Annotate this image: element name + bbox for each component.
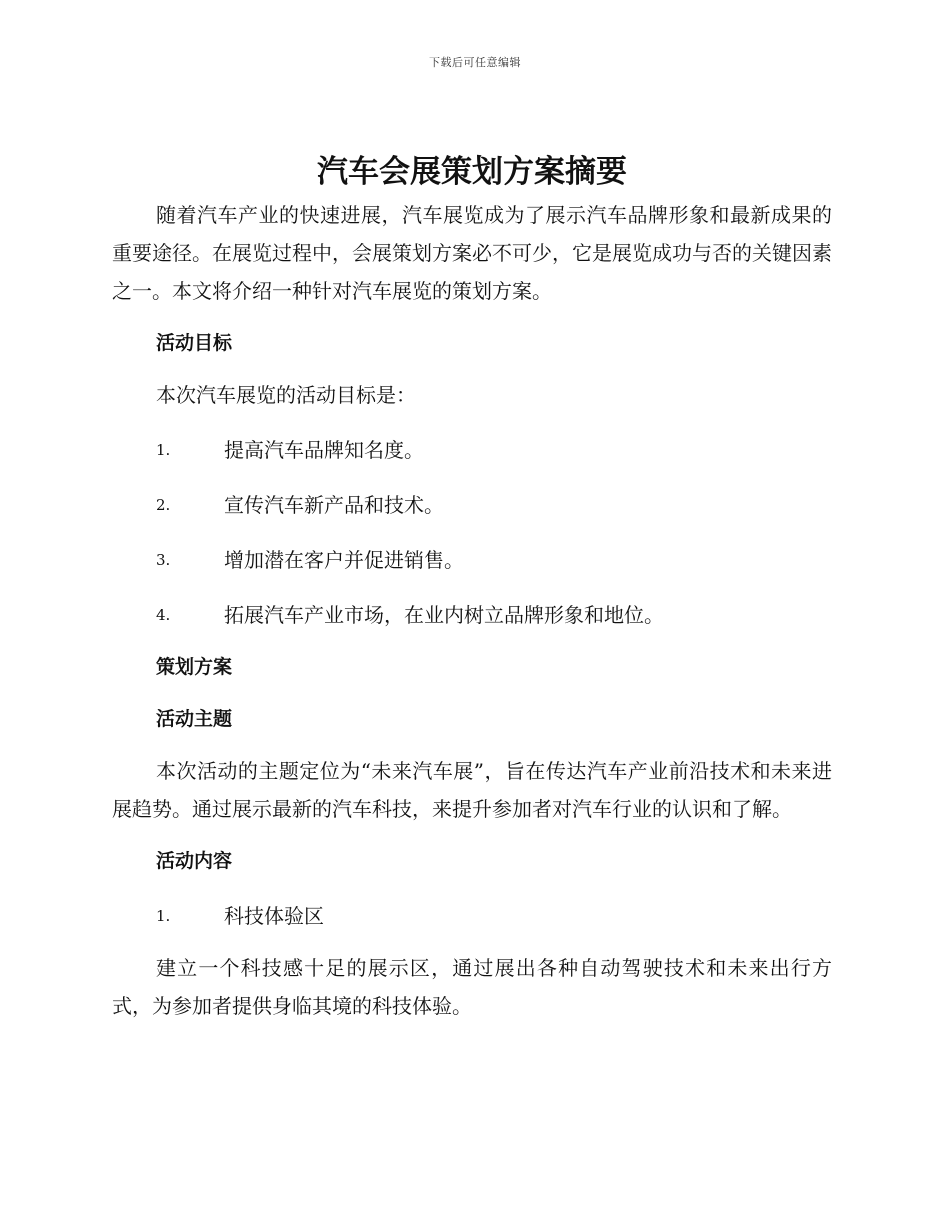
list-item <box>156 897 832 935</box>
heading-activity-theme: 活动主题 <box>156 708 233 730</box>
list-number: 2. <box>156 496 171 514</box>
list-item <box>156 431 832 469</box>
list-number: 1. <box>156 441 171 459</box>
content-paragraph: 建立一个科技感十足的展示区，通过展出各种自动驾驶技术和未来出行方式，为参加者提供身临其境的科技体验。 <box>112 956 832 1018</box>
goal-lead-paragraph: 本次汽车展览的活动目标是： <box>156 383 416 407</box>
page-header-note: 下载后可任意编辑 <box>429 56 521 69</box>
list-number: 4. <box>156 606 171 624</box>
list-text: 提高汽车品牌知名度。 <box>224 438 424 462</box>
list-number: 1. <box>156 907 171 925</box>
heading-planning-scheme: 策划方案 <box>156 656 233 678</box>
document-body <box>112 150 832 1025</box>
list-text: 增加潜在客户并促进销售。 <box>224 548 464 572</box>
heading-activity-goal: 活动目标 <box>156 332 233 354</box>
list-item <box>156 541 832 579</box>
document-title: 汽车会展策划方案摘要 <box>317 154 627 190</box>
list-item <box>156 596 832 634</box>
list-number: 3. <box>156 551 171 569</box>
list-text: 宣传汽车新产品和技术。 <box>224 493 444 517</box>
list-text: 拓展汽车产业市场，在业内树立品牌形象和地位。 <box>224 603 664 627</box>
heading-activity-content: 活动内容 <box>156 850 233 872</box>
theme-paragraph: 本次活动的主题定位为“未来汽车展”，旨在传达汽车产业前沿技术和未来进展趋势。通过展示最新的汽车科技，来提升参加者对汽车行业的认识和了解。 <box>112 759 832 821</box>
intro-paragraph: 随着汽车产业的快速进展，汽车展览成为了展示汽车品牌形象和最新成果的重要途径。在展览过程中，会展策划方案必不可少，它是展览成功与否的关键因素之一。本文将介绍一种针对汽车展览的策划方案。 <box>112 203 832 303</box>
list-text: 科技体验区 <box>224 904 324 928</box>
list-item <box>156 486 832 524</box>
